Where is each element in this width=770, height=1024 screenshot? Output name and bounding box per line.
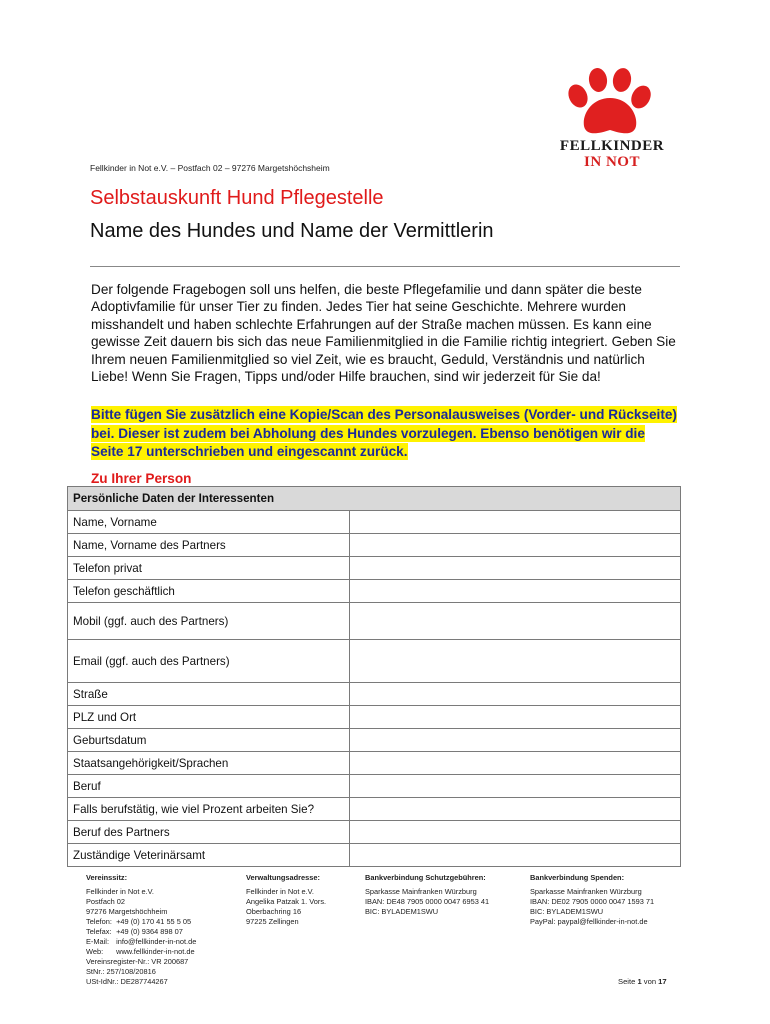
footer-fax: Telefax: +49 (0) 9364 898 07 [86,927,183,936]
footer-line: Vereinsregister-Nr.: VR 200687 [86,957,189,966]
footer-email-link[interactable]: info@fellkinder-in-not.de [116,937,197,946]
row-label: Telefon privat [68,557,350,580]
footer-heading: Vereinssitz: [86,873,128,882]
row-label: Mobil (ggf. auch des Partners) [68,603,350,640]
veterinary-office-field[interactable] [350,844,681,867]
footer-line: StNr.: 257/108/20816 [86,967,156,976]
fellkinder-logo [548,68,676,176]
intro-paragraph: Der folgende Fragebogen soll uns helfen, die beste Pflegefamilie und dann später die beste Adoptivfamilie für unser Tier zu finden. Jedes Tier hat seine Geschichte. Mehrere wurden misshandelt und haben schlechte Erfahrungen auf der Straße machen müssen. Es kann eine gewisse Zeit dauern bis sich das neue Familienmitglied in die Familie richtig integriert. Geben Sie Ihrem neuen Familienmitglied so viel Zeit, wie es braucht, Geduld, Verständnis und natürlich Liebe! Wenn Sie Fragen, Tipps und/oder Hilfe brauchen, sind wir jederzeit für Sie da! [91,282,676,385]
phone-business-field[interactable] [350,580,681,603]
partner-profession-field[interactable] [350,821,681,844]
table-row [68,729,681,752]
footer-line: BIC: BYLADEM1SWU [530,907,604,916]
row-label: Beruf des Partners [68,821,350,844]
table-row [68,603,681,640]
table-row [68,844,681,867]
table-row [68,683,681,706]
work-percentage-field[interactable] [350,798,681,821]
table-row [68,580,681,603]
footer-line: BIC: BYLADEM1SWU [365,907,439,916]
footer-heading: Bankverbindung Schutzgebühren: [365,873,486,882]
section-heading-person: Zu Ihrer Person [91,471,192,486]
nationality-field[interactable] [350,752,681,775]
zip-city-field[interactable] [350,706,681,729]
table-row [68,640,681,683]
paw-icon [548,68,676,138]
street-field[interactable] [350,683,681,706]
row-label: PLZ und Ort [68,706,350,729]
row-label: Name, Vorname des Partners [68,534,350,557]
partner-name-field[interactable] [350,534,681,557]
row-label: Beruf [68,775,350,798]
row-label: Staatsangehörigkeit/Sprachen [68,752,350,775]
row-label: Name, Vorname [68,511,350,534]
footer-line: Oberbachring 16 [246,907,302,916]
row-label: Zuständige Veterinärsamt [68,844,350,867]
personal-data-table [67,486,681,867]
name-field[interactable] [350,511,681,534]
form-title: Selbstauskunft Hund Pflegestelle [90,187,384,209]
table-header: Persönliche Daten der Interessenten [68,487,681,511]
sender-address-line: Fellkinder in Not e.V. – Postfach 02 – 97276 Margetshöchsheim [90,163,330,173]
footer-line: IBAN: DE02 7905 0000 0047 1593 71 [530,897,655,906]
table-row [68,752,681,775]
row-label: Email (ggf. auch des Partners) [68,640,350,683]
footer-heading: Bankverbindung Spenden: [530,873,625,882]
row-label: Geburtsdatum [68,729,350,752]
footer-registered-office [86,873,246,987]
footer-line: Sparkasse Mainfranken Würzburg [365,887,477,896]
logo-text-in-not: IN NOT [584,154,640,170]
title-divider [90,266,680,267]
footer-line: PayPal: paypal@fellkinder-in-not.de [530,917,648,926]
phone-private-field[interactable] [350,557,681,580]
table-row [68,798,681,821]
row-label: Falls berufstätig, wie viel Prozent arbeiten Sie? [68,798,350,821]
table-row [68,557,681,580]
table-row [68,511,681,534]
footer-line: USt-IdNr.: DE287744267 [86,977,168,986]
table-row [68,706,681,729]
footer-line: Fellkinder in Not e.V. [86,887,154,896]
footer-web-link[interactable]: www.fellkinder-in-not.de [116,947,195,956]
logo-text-fellkinder: FELLKINDER [559,138,665,154]
mobile-field[interactable] [350,603,681,640]
footer-line: Angelika Patzak 1. Vors. [246,897,327,906]
footer-phone: Telefon: +49 (0) 170 41 55 5 05 [86,917,192,926]
id-copy-notice-text: Bitte fügen Sie zusätzlich eine Kopie/Scan des Personalausweises (Vorder- und Rückseite) bei. Dieser ist zudem bei Abholung des Hundes vorzulegen. Ebenso benötigen wir die Seite 17 unterschrieben und eingescannt zurück. [91,407,677,459]
footer-email: E-Mail: info@fellkinder-in-not.de [86,937,197,946]
row-label: Straße [68,683,350,706]
profession-field[interactable] [350,775,681,798]
footer-line: Postfach 02 [86,897,126,906]
birthdate-field[interactable] [350,729,681,752]
page-number: Seite 1 von 17 [618,977,667,986]
table-header-row [68,487,681,511]
footer-heading: Verwaltungsadresse: [246,873,320,882]
footer-line: 97225 Zellingen [246,917,299,926]
footer-web: Web: www.fellkinder-in-not.de [86,947,195,956]
footer-line: Fellkinder in Not e.V. [246,887,314,896]
table-row [68,821,681,844]
row-label: Telefon geschäftlich [68,580,350,603]
footer-line: 97276 Margetshöchheim [86,907,168,916]
footer-bank-fees [365,873,525,917]
id-copy-notice [91,406,681,462]
footer-bank-donations [530,873,690,927]
email-field[interactable] [350,640,681,683]
table-row [68,775,681,798]
footer-line: Sparkasse Mainfranken Würzburg [530,887,642,896]
table-row [68,534,681,557]
form-subtitle: Name des Hundes und Name der Vermittlerin [90,220,494,242]
footer-admin-address [246,873,361,927]
footer-line: IBAN: DE48 7905 0000 0047 6953 41 [365,897,490,906]
